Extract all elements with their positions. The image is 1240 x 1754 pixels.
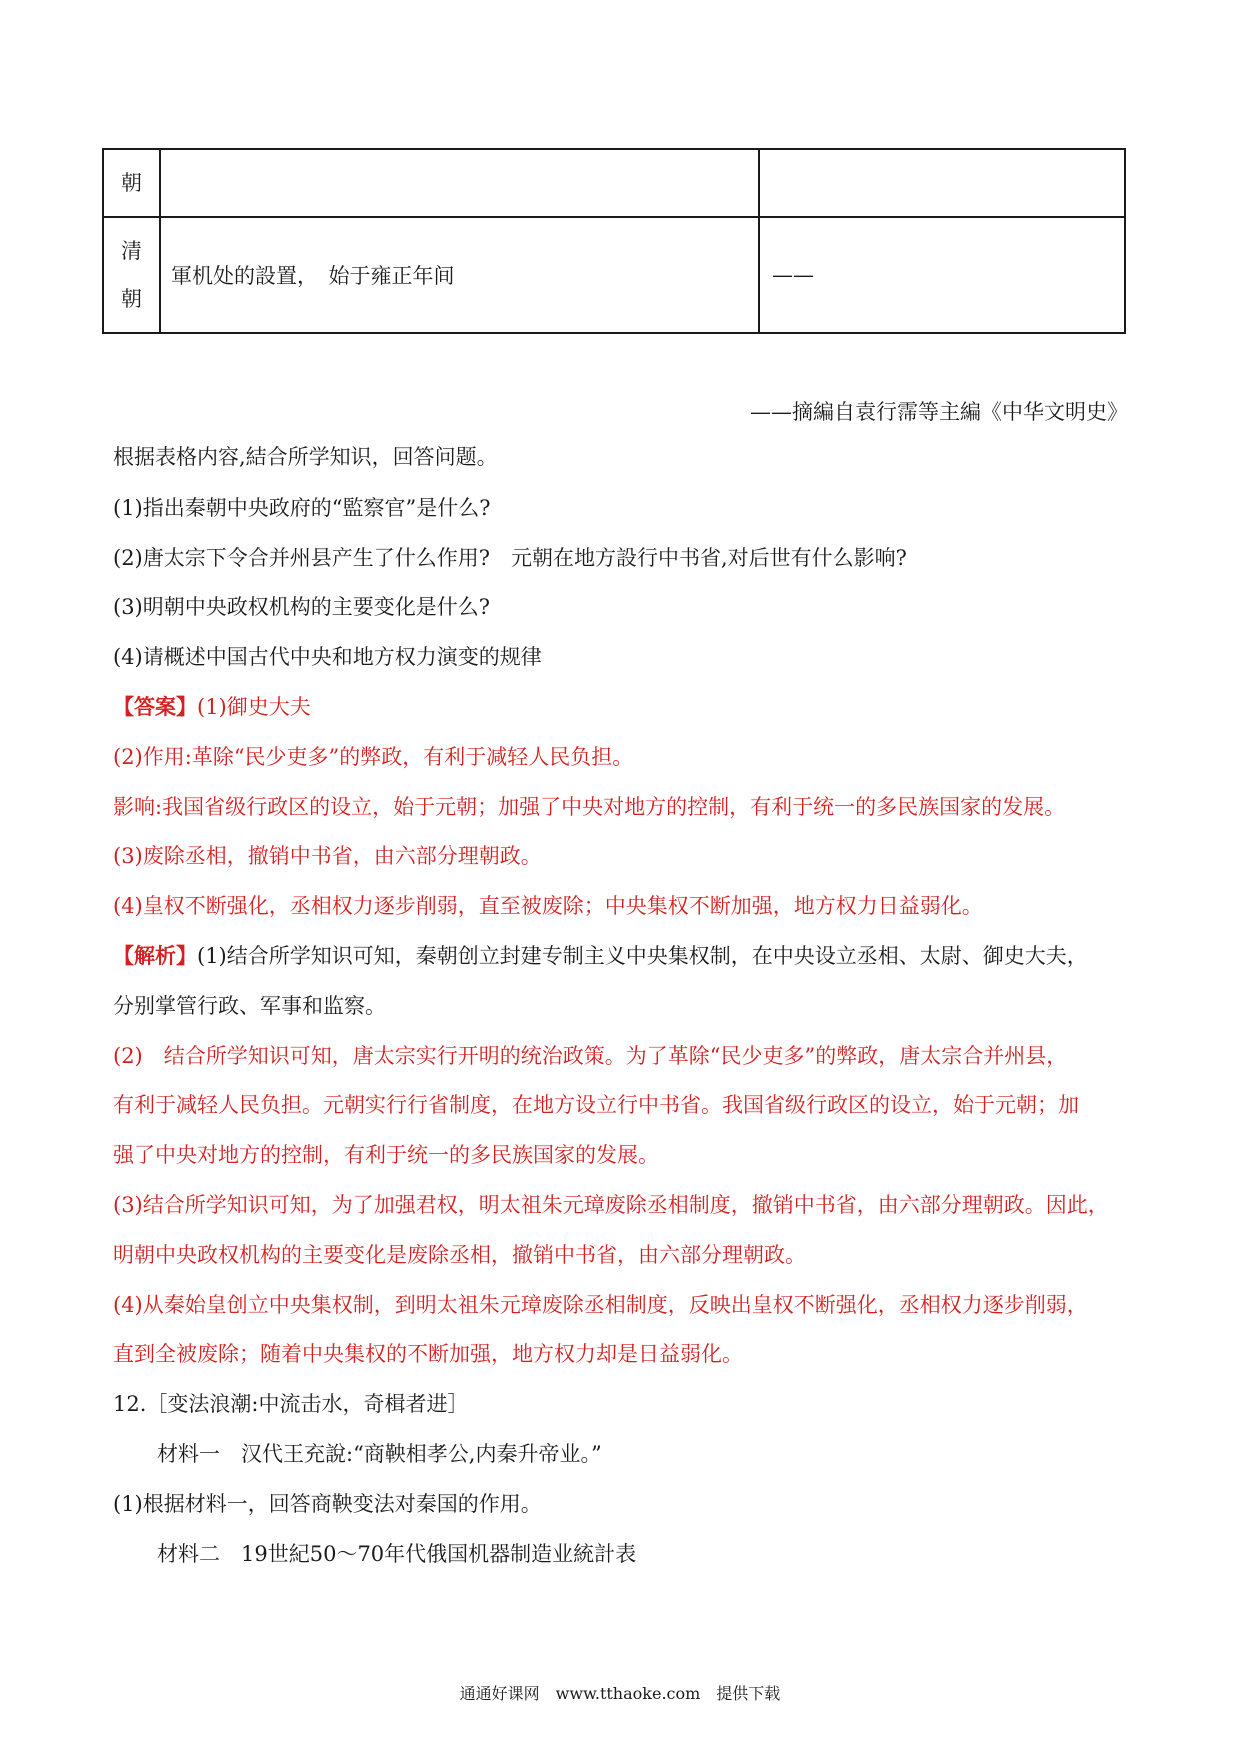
question-3: (3)明朝中央政权机构的主要变化是什么?: [113, 595, 491, 619]
note-cell: ——: [759, 217, 1125, 333]
intro-text: 根据表格内容,結合所学知识，回答问题。: [113, 445, 498, 469]
answer-1: [113, 693, 1128, 721]
analysis-3-cont: 明朝中央政权机构的主要变化是废除丞相，撤销中书省，由六部分理朝政。: [113, 1243, 806, 1267]
answer-3: (3)废除丞相，撤销中书省，由六部分理朝政。: [113, 844, 542, 868]
page-footer: 通通好课网 www.tthaoke.com 提供下载: [459, 1684, 781, 1703]
dynasty-cell: 朝: [103, 149, 160, 217]
analysis-2-cont: 有利于减轻人民负担。元朝实行行省制度，在地方设立行中书省。我国省级行政区的设立，始于元朝；加: [113, 1093, 1079, 1117]
material-2: 材料二 19世紀50～70年代俄国机器制造业統計表: [157, 1542, 637, 1566]
question-12-1: (1)根据材料一，回答商鞅变法对秦国的作用。: [113, 1492, 542, 1516]
question-1: (1)指出秦朝中央政府的“監察官”是什么?: [113, 496, 491, 520]
analysis-2: (2) 结合所学知识可知，唐太宗实行开明的统治政策。为了革除“民少吏多”的弊政，唐太宗合并州县，: [113, 1044, 1068, 1068]
analysis-4: (4)从秦始皇创立中央集权制，到明太祖朱元璋废除丞相制度，反映出皇权不断强化，丞相权力逐步削弱，: [113, 1293, 1088, 1317]
table-row: [103, 217, 1125, 333]
answer-tag: 【答案】: [113, 694, 197, 719]
analysis-4-cont: 直到全被废除；随着中央集权的不断加强，地方权力却是日益弱化。: [113, 1342, 743, 1366]
analysis-2-end: 强了中央对地方的控制，有利于统一的多民族国家的发展。: [113, 1143, 659, 1167]
question-12-title: 12.［变法浪潮:中流击水，奇楫者进］: [113, 1392, 469, 1416]
answer-2: (2)作用:革除“民少吏多”的弊政，有利于减轻人民负担。: [113, 745, 634, 769]
analysis-1: [113, 942, 1128, 970]
content-cell: 軍机处的設置， 始于雍正年间: [160, 217, 759, 333]
analysis-1-text: (1)结合所学知识可知，秦朝创立封建专制主义中央集权制，在中央设立丞相、太尉、御史大夫，: [197, 944, 1088, 968]
answer-2-impact: 影响:我国省级行政区的设立，始于元朝；加强了中央对地方的控制，有利于统一的多民族国家的发展。: [113, 795, 1066, 819]
answer-1-text: (1)御史大夫: [197, 695, 311, 719]
table-source: ——摘編自袁行霈等主編《中华文明史》: [750, 400, 1128, 424]
dynasty-char: 清: [121, 239, 142, 263]
content-cell: [160, 149, 759, 217]
dynasty-char: 朝: [121, 287, 142, 311]
history-table: [102, 148, 1126, 334]
analysis-3: (3)结合所学知识可知，为了加强君权，明太祖朱元璋废除丞相制度，撤销中书省，由六部分理朝政。因此，: [113, 1193, 1109, 1217]
note-cell: [759, 149, 1125, 217]
material-1: 材料一 汉代王充說:“商鞅相孝公,内秦升帝业。”: [157, 1442, 602, 1466]
table-row: [103, 149, 1125, 217]
question-2: (2)唐太宗下令合并州县产生了什么作用? 元朝在地方設行中书省,对后世有什么影响?: [113, 546, 907, 570]
question-4: (4)请概述中国古代中央和地方权力演变的规律: [113, 645, 542, 669]
analysis-tag: 【解析】: [113, 943, 197, 968]
dynasty-cell: [103, 217, 160, 333]
analysis-1-cont: 分别掌管行政、军事和监察。: [113, 994, 386, 1018]
answer-4: (4)皇权不断强化，丞相权力逐步削弱，直至被废除；中央集权不断加强，地方权力日益弱化。: [113, 894, 983, 918]
